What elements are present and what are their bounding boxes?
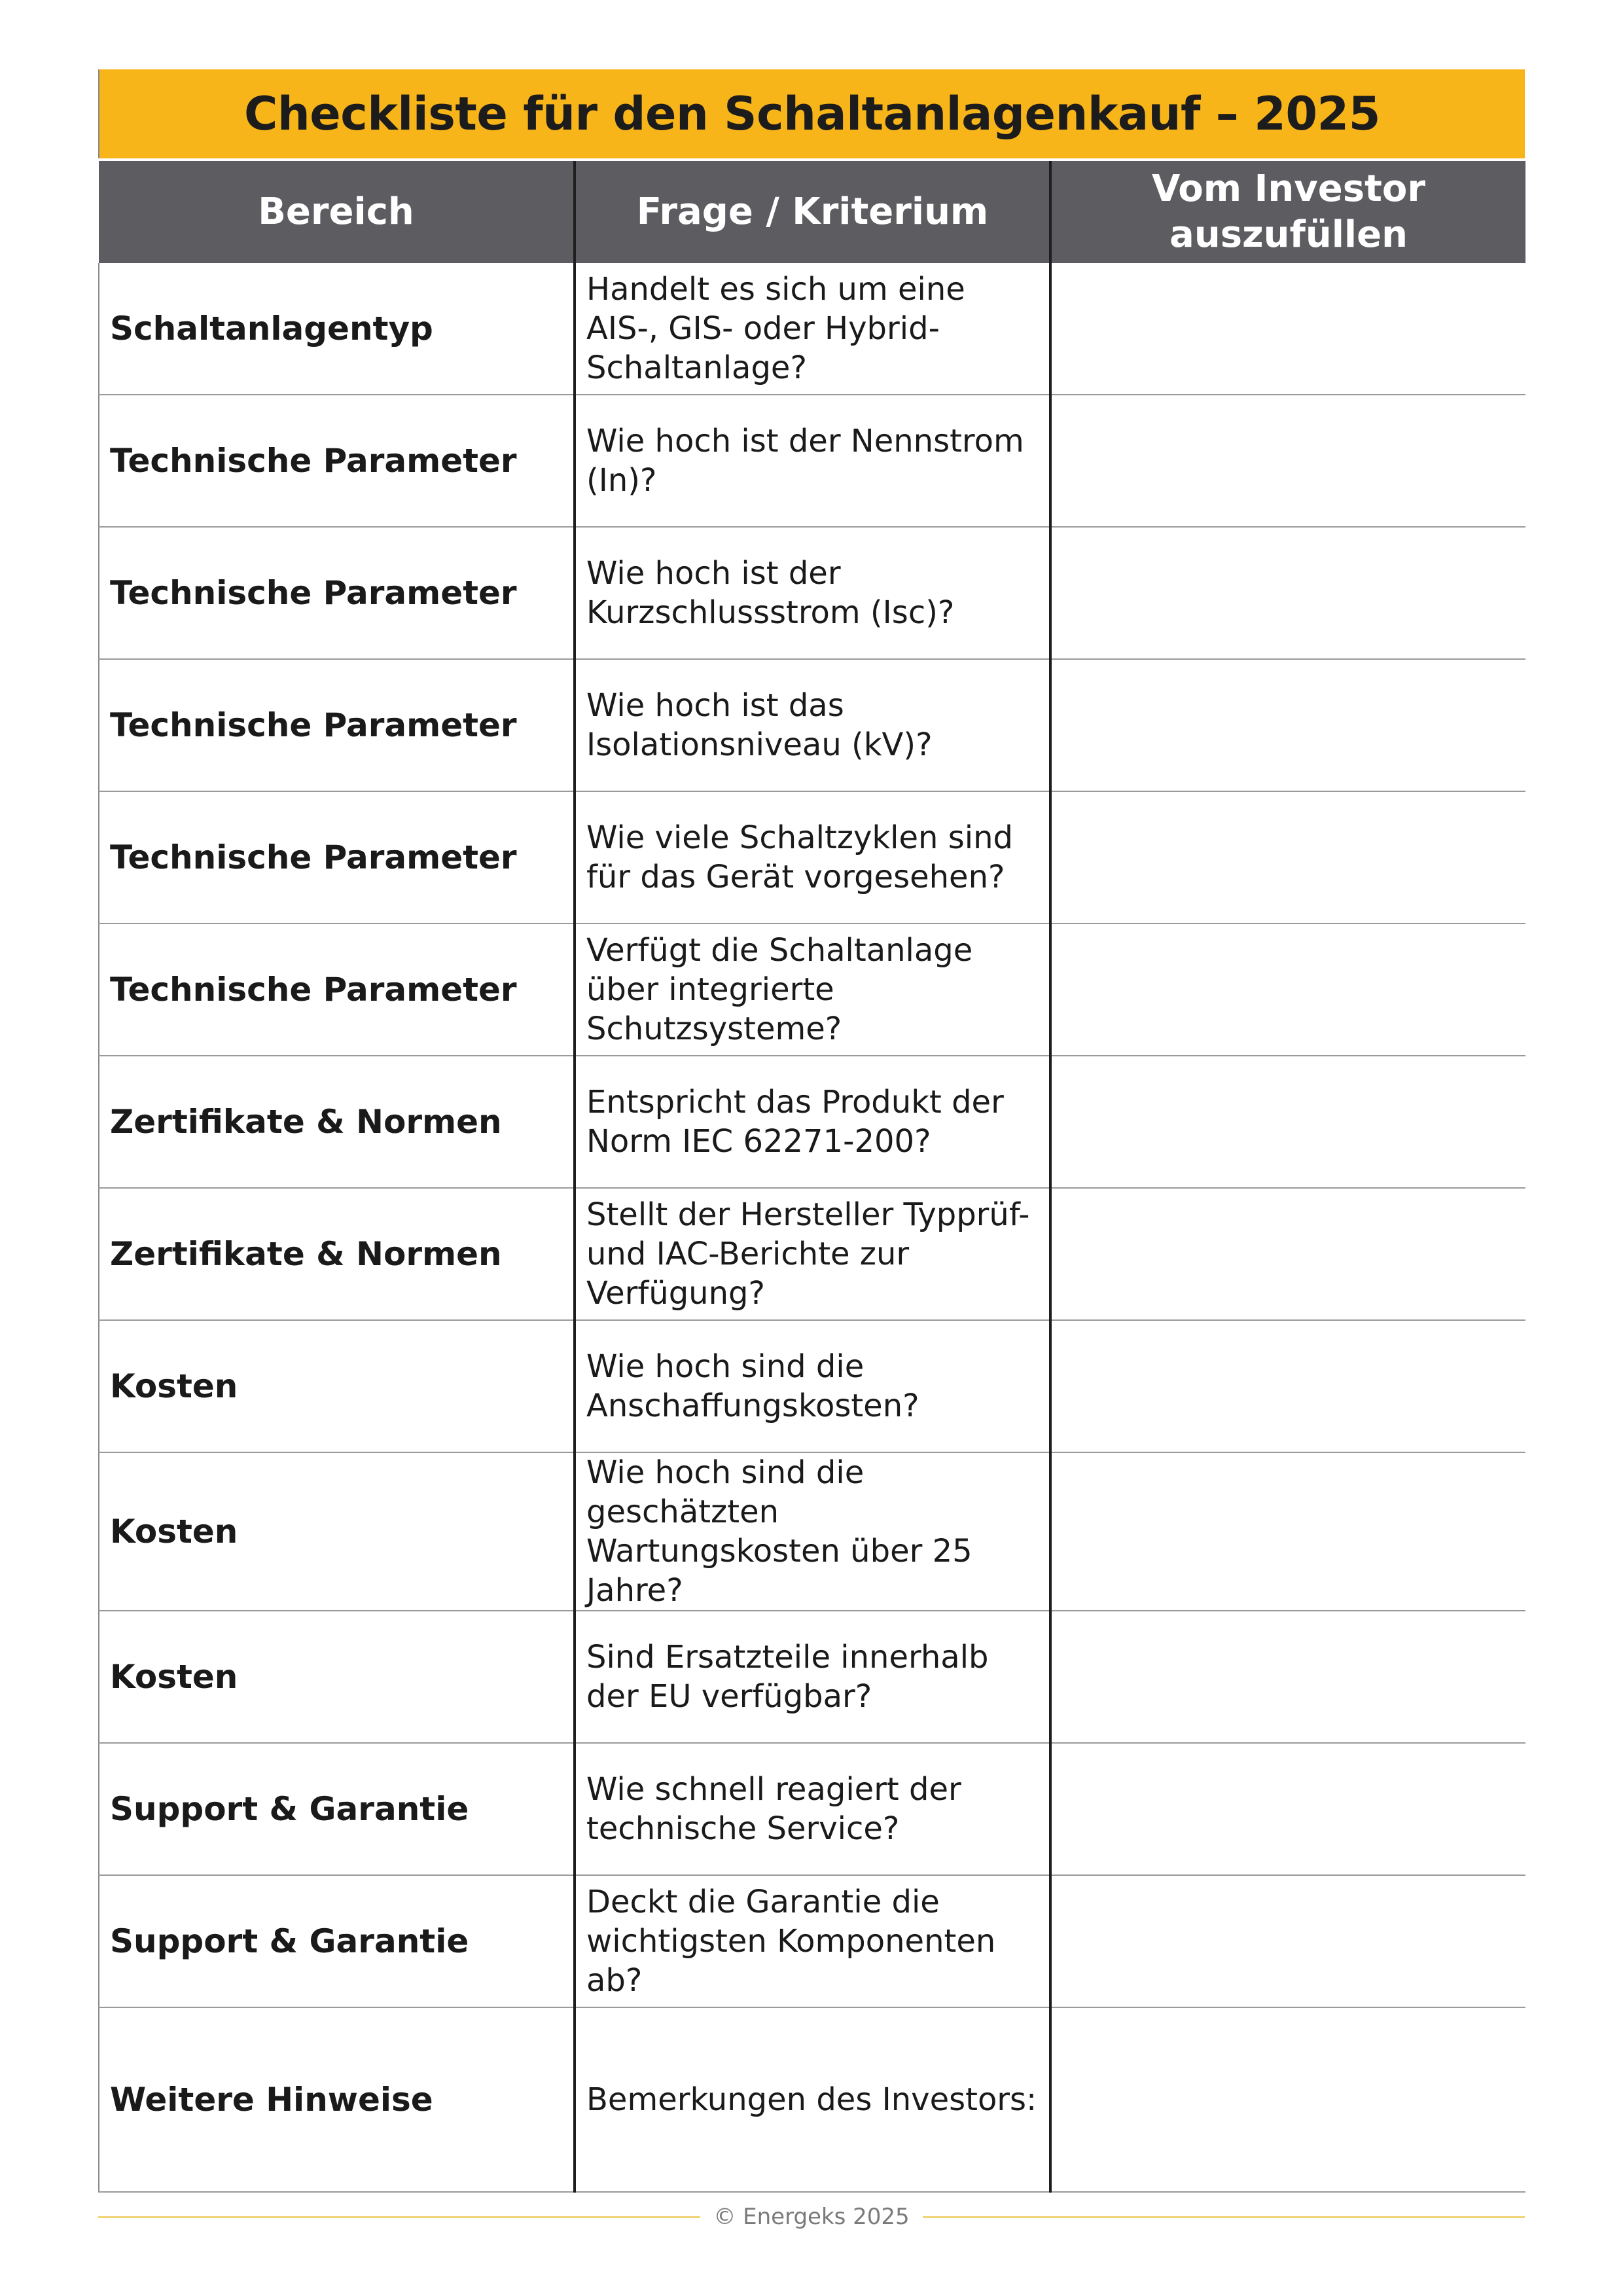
table-row bbox=[99, 263, 1525, 395]
checklist-table bbox=[98, 161, 1525, 2193]
row-answer-field[interactable] bbox=[1050, 263, 1525, 395]
row-question: Sind Ersatzteile innerhalb der EU verfügbar? bbox=[575, 1611, 1050, 1743]
row-answer-field[interactable] bbox=[1050, 659, 1525, 791]
row-area: Support & Garantie bbox=[99, 1743, 575, 1875]
row-area: Kosten bbox=[99, 1320, 575, 1452]
row-question: Wie hoch sind die Anschaffungskosten? bbox=[575, 1320, 1050, 1452]
table-row bbox=[99, 527, 1525, 659]
row-answer-field[interactable] bbox=[1050, 395, 1525, 527]
row-answer-field[interactable] bbox=[1050, 1188, 1525, 1320]
table-row bbox=[99, 1611, 1525, 1743]
table-header bbox=[99, 161, 1525, 263]
row-question: Wie viele Schaltzyklen sind für das Gerät vorgesehen? bbox=[575, 791, 1050, 924]
row-area: Technische Parameter bbox=[99, 395, 575, 527]
table-row bbox=[99, 2007, 1525, 2192]
row-question: Wie hoch ist der Kurzschlussstrom (Isc)? bbox=[575, 527, 1050, 659]
checklist-sheet bbox=[98, 69, 1525, 2193]
row-answer-field[interactable] bbox=[1050, 1320, 1525, 1452]
footer-line-right bbox=[923, 2216, 1525, 2218]
row-question: Wie hoch sind die geschätzten Wartungskosten über 25 Jahre? bbox=[575, 1452, 1050, 1611]
row-question: Entspricht das Produkt der Norm IEC 62271-200? bbox=[575, 1056, 1050, 1188]
row-question: Handelt es sich um eine AIS-, GIS- oder Hybrid-Schaltanlage? bbox=[575, 263, 1050, 395]
row-question: Verfügt die Schaltanlage über integrierte Schutzsysteme? bbox=[575, 924, 1050, 1056]
table-row bbox=[99, 1875, 1525, 2007]
row-answer-field[interactable] bbox=[1050, 1743, 1525, 1875]
row-area: Zertifikate & Normen bbox=[99, 1188, 575, 1320]
footer-line-left bbox=[98, 2216, 700, 2218]
table-row bbox=[99, 1320, 1525, 1452]
row-answer-field[interactable] bbox=[1050, 2007, 1525, 2192]
table-row bbox=[99, 659, 1525, 791]
row-answer-field[interactable] bbox=[1050, 1611, 1525, 1743]
table-row bbox=[99, 1452, 1525, 1611]
row-answer-field[interactable] bbox=[1050, 924, 1525, 1056]
table-row bbox=[99, 791, 1525, 924]
row-area: Technische Parameter bbox=[99, 791, 575, 924]
row-question: Bemerkungen des Investors: bbox=[575, 2007, 1050, 2192]
header-question: Frage / Kriterium bbox=[575, 161, 1050, 263]
row-answer-field[interactable] bbox=[1050, 527, 1525, 659]
header-area: Bereich bbox=[99, 161, 575, 263]
title-bar bbox=[98, 69, 1525, 158]
table-row bbox=[99, 924, 1525, 1056]
table-row bbox=[99, 1056, 1525, 1188]
row-question: Wie hoch ist der Nennstrom (In)? bbox=[575, 395, 1050, 527]
footer-copyright: © Energeks 2025 bbox=[713, 2204, 910, 2230]
row-question: Wie schnell reagiert der technische Service? bbox=[575, 1743, 1050, 1875]
row-area: Zertifikate & Normen bbox=[99, 1056, 575, 1188]
row-question: Wie hoch ist das Isolationsniveau (kV)? bbox=[575, 659, 1050, 791]
row-question: Deckt die Garantie die wichtigsten Komponenten ab? bbox=[575, 1875, 1050, 2007]
row-answer-field[interactable] bbox=[1050, 1056, 1525, 1188]
header-investor: Vom Investor auszufüllen bbox=[1050, 161, 1525, 263]
table-body bbox=[99, 263, 1525, 2192]
row-area: Schaltanlagentyp bbox=[99, 263, 575, 395]
row-area: Technische Parameter bbox=[99, 659, 575, 791]
row-area: Technische Parameter bbox=[99, 924, 575, 1056]
row-area: Support & Garantie bbox=[99, 1875, 575, 2007]
row-area: Kosten bbox=[99, 1611, 575, 1743]
table-row bbox=[99, 395, 1525, 527]
row-area: Weitere Hinweise bbox=[99, 2007, 575, 2192]
row-answer-field[interactable] bbox=[1050, 1875, 1525, 2007]
row-area: Technische Parameter bbox=[99, 527, 575, 659]
table-row bbox=[99, 1188, 1525, 1320]
row-answer-field[interactable] bbox=[1050, 791, 1525, 924]
row-answer-field[interactable] bbox=[1050, 1452, 1525, 1611]
footer bbox=[98, 2204, 1525, 2230]
row-question: Stellt der Hersteller Typprüf- und IAC-Berichte zur Verfügung? bbox=[575, 1188, 1050, 1320]
row-area: Kosten bbox=[99, 1452, 575, 1611]
page-title: Checkliste für den Schaltanlagenkauf – 2025 bbox=[244, 87, 1380, 141]
table-row bbox=[99, 1743, 1525, 1875]
